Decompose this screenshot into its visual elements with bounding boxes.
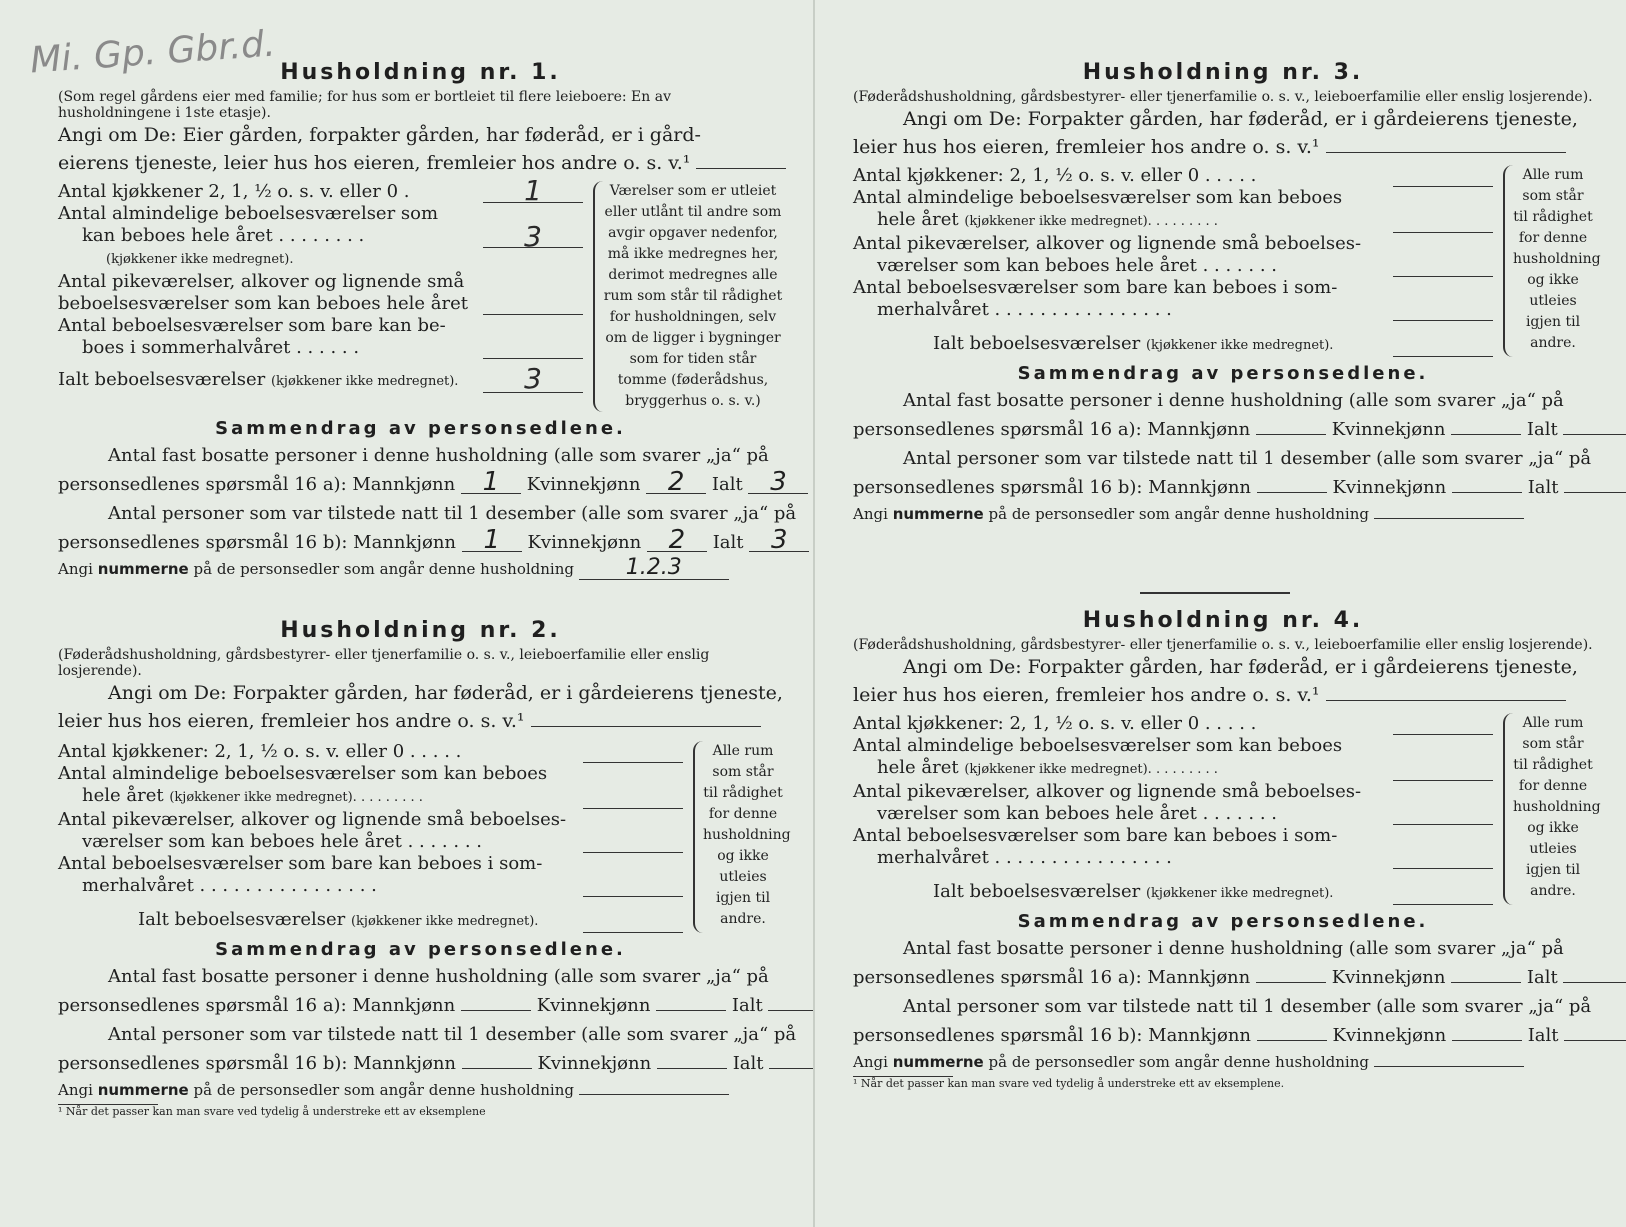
household-1-numbers-bold: nummerne — [97, 560, 189, 578]
household-1-numbers-value[interactable]: 1.2.3 — [579, 557, 729, 580]
household-2-small-rooms-label-b: værelser som kan beboes hele året . . . . . . . — [82, 831, 482, 852]
household-4-summer-rooms-value[interactable] — [1393, 868, 1493, 869]
household-1-side-note: Værelser som er utleiet eller utlånt til andre som avgir opgaver nedenfor, må ikke medregnes her, derimot medregnes alle rum som står til rådighet for husholdningen, selv om de ligger i bygninger som for tiden står tomme (føderådshus, bryggerhus o. s. v.) — [593, 181, 783, 412]
household-1-summer-rooms-value[interactable] — [483, 358, 583, 359]
marginal-scrawl: Mi. Gp. Gbr.d. — [28, 23, 277, 82]
household-1-note: (Som regel gårdens eier med familie; for hus som er bortleiet til flere leieboere: En av husholdningene i 1ste etasje). — [58, 89, 671, 121]
household-3-total-label-main: Ialt beboelsesværelser — [933, 333, 1141, 354]
household-2-s1-male[interactable] — [461, 1010, 531, 1011]
household-1-s2-line-b — [58, 525, 788, 557]
household-2-numbers-bold: nummerne — [97, 1081, 189, 1099]
household-1-summer-rooms-label-b: boes i sommerhalvåret . . . . . . — [82, 337, 360, 358]
household-4-kitchens-label: Antal kjøkkener: 2, 1, ½ o. s. v. eller 0 . . . . . — [853, 713, 1257, 734]
household-3-numbers-bold: nummerne — [892, 505, 984, 523]
household-3-numbers-post: på de personsedler som angår denne husholdning — [988, 505, 1369, 523]
household-3-title: Husholdning nr. 3. — [1082, 60, 1364, 85]
household-3-s1-total[interactable] — [1563, 434, 1626, 435]
household-4-s1-total[interactable] — [1563, 982, 1626, 983]
household-1-small-rooms-label-a: Antal pikeværelser, alkover og lignende små — [58, 271, 465, 292]
household-4-s2-female-label: Kvinnekjønn — [1332, 1025, 1447, 1046]
household-2-kitchens-row — [58, 741, 683, 763]
household-3-angi-line-2 — [853, 133, 1593, 161]
household-4-total-label — [853, 881, 1393, 905]
household-1-small-rooms-row — [58, 271, 583, 315]
household-4-numbers-pre: Angi — [853, 1053, 888, 1071]
household-1-kitchens-value[interactable]: 1 — [483, 181, 583, 203]
household-4-rooms-label-c: (kjøkkener ikke medregnet). . . . . . . . . — [964, 762, 1218, 777]
household-2-angi-blank[interactable] — [531, 726, 761, 727]
household-3-summer-rooms-value[interactable] — [1393, 320, 1493, 321]
household-3-s1-total-label: Ialt — [1526, 419, 1558, 440]
household-1-s2-male[interactable]: 1 — [462, 529, 522, 552]
household-3-small-rooms-row — [853, 233, 1493, 277]
household-3-s2-male[interactable] — [1257, 492, 1327, 493]
household-3-s2-line-a: Antal personer som var tilstede natt til 1 desember (alle som svarer „ja“ på — [903, 448, 1592, 469]
household-3-rooms-value[interactable] — [1393, 232, 1493, 233]
household-4-numbers-bold: nummerne — [892, 1053, 984, 1071]
household-2-title: Husholdning nr. 2. — [280, 618, 561, 643]
household-2-kitchens-value[interactable] — [583, 741, 683, 763]
household-4-rooms-label-b: hele året — [877, 757, 959, 778]
household-2 — [58, 618, 797, 1118]
household-4-s2-line-b — [853, 1021, 1593, 1050]
household-3-angi-line-1: Angi om De: Forpakter gården, har føderåd, er i gårdeierens tjeneste, — [903, 108, 1578, 130]
household-4-rooms — [853, 713, 1601, 905]
household-1-summer-rooms-label — [58, 315, 483, 359]
household-1-small-rooms-label-b: beboelsesværelser som kan beboes hele året — [58, 293, 468, 314]
household-4-kitchens-row — [853, 713, 1493, 735]
household-3-s2-female-label: Kvinnekjønn — [1332, 477, 1447, 498]
household-2-rooms-label-b: hele året — [82, 785, 164, 806]
household-3-small-rooms-value[interactable] — [1393, 276, 1493, 277]
household-2-total-label-main: Ialt beboelsesværelser — [138, 909, 346, 930]
household-1-rooms-label-c: (kjøkkener ikke medregnet). — [106, 252, 294, 267]
household-1-angi-blank[interactable] — [696, 168, 786, 169]
household-4-small-rooms-label-b: værelser som kan beboes hele året . . . . . . . — [877, 803, 1277, 824]
household-2-small-rooms-value[interactable] — [583, 852, 683, 853]
household-3-rooms-main — [853, 165, 1493, 357]
household-3-summary-title: Sammendrag av personsedlene. — [1017, 363, 1429, 384]
household-2-rooms-label-c: (kjøkkener ikke medregnet). . . . . . . . . — [169, 790, 423, 805]
household-1-summer-rooms-label-a: Antal beboelsesværelser som bare kan be- — [58, 315, 446, 336]
household-2-summer-rooms-label-a: Antal beboelsesværelser som bare kan beboes i som- — [58, 853, 543, 874]
household-2-summary-title: Sammendrag av personsedlene. — [215, 939, 626, 960]
household-1-angi-line-1: Angi om De: Eier gården, forpakter gården, har føderåd, er i gård- — [58, 124, 701, 146]
household-1-angi-text: eierens tjeneste, leier hus hos eieren, fremleier hos andre o. s. v.¹ — [58, 152, 691, 174]
household-2-angi-line-1: Angi om De: Forpakter gården, har føderåd, er i gårdeierens tjeneste, — [108, 682, 783, 704]
household-2-s2-line-b — [58, 1049, 783, 1078]
household-3-angi-text: leier hus hos eieren, fremleier hos andre o. s. v.¹ — [853, 136, 1320, 158]
household-1-rooms-label — [58, 203, 483, 271]
household-2-s1-female-label: Kvinnekjønn — [536, 995, 651, 1016]
household-1-rooms-main — [58, 174, 583, 412]
household-4-summer-rooms-label-a: Antal beboelsesværelser som bare kan beboes i som- — [853, 825, 1338, 846]
household-2-s2-female[interactable] — [657, 1068, 727, 1069]
household-4-total-value[interactable] — [1393, 881, 1493, 905]
household-3-rooms — [853, 165, 1601, 357]
household-1-summary-title: Sammendrag av personsedlene. — [215, 418, 626, 439]
household-1-s2-total-label: Ialt — [712, 532, 744, 553]
household-3-rooms-label-b: hele året — [877, 209, 959, 230]
household-1-s2-label: personsedlenes spørsmål 16 b): Mannkjønn — [58, 532, 457, 553]
household-1-s1-label: personsedlenes spørsmål 16 a): Mannkjønn — [58, 474, 456, 495]
household-4-small-rooms-label-a: Antal pikeværelser, alkover og lignende små beboelses- — [853, 781, 1362, 802]
household-3-s1-male[interactable] — [1256, 434, 1326, 435]
household-2-s1-label: personsedlenes spørsmål 16 a): Mannkjønn — [58, 995, 456, 1016]
household-1-s1-female-label: Kvinnekjønn — [526, 474, 641, 495]
household-2-numbers-post: på de personsedler som angår denne husholdning — [193, 1081, 574, 1099]
household-3-angi-blank[interactable] — [1326, 152, 1566, 153]
household-1-s1-female[interactable]: 2 — [646, 471, 706, 494]
household-1-rooms-row — [58, 203, 583, 271]
household-3-s1-female-label: Kvinnekjønn — [1331, 419, 1446, 440]
household-1-rooms-label-a: Antal almindelige beboelsesværelser som — [58, 203, 439, 224]
household-3-s2-total-label: Ialt — [1527, 477, 1559, 498]
household-4-rooms-row — [853, 735, 1493, 781]
household-2-total-label-small: (kjøkkener ikke medregnet). — [350, 914, 539, 929]
household-divider — [1140, 592, 1290, 594]
household-2-s2-label: personsedlenes spørsmål 16 b): Mannkjønn — [58, 1053, 457, 1074]
household-2-summer-rooms-label — [58, 853, 583, 897]
household-4-small-rooms-row — [853, 781, 1493, 825]
household-1-numbers-line — [58, 557, 783, 581]
household-2-s1-line-b — [58, 991, 783, 1020]
household-3-s1-female[interactable] — [1451, 434, 1521, 435]
household-3-summer-rooms-label-a: Antal beboelsesværelser som bare kan beboes i som- — [853, 277, 1338, 298]
household-3-total-value[interactable] — [1393, 333, 1493, 357]
household-2-numbers-pre: Angi — [58, 1081, 93, 1099]
household-1-total-label — [58, 369, 483, 393]
household-4-s1-female-label: Kvinnekjønn — [1331, 967, 1446, 988]
household-3-numbers-pre: Angi — [853, 505, 888, 523]
household-3-numbers-value[interactable] — [1374, 518, 1524, 519]
household-2-s2-female-label: Kvinnekjønn — [537, 1053, 652, 1074]
household-4-s2-male[interactable] — [1257, 1040, 1327, 1041]
household-4-s1-female[interactable] — [1451, 982, 1521, 983]
household-4-footnote: ¹ Når det passer kan man svare ved tydelig å understreke ett av eksemplene. — [853, 1077, 1285, 1090]
household-4-s2-line-a: Antal personer som var tilstede natt til 1 desember (alle som svarer „ja“ på — [903, 996, 1592, 1017]
household-2-rooms-label — [58, 763, 583, 809]
household-1-numbers-pre: Angi — [58, 560, 93, 578]
household-3-small-rooms-label-a: Antal pikeværelser, alkover og lignende små beboelses- — [853, 233, 1362, 254]
household-3 — [853, 60, 1601, 526]
household-4-angi-line-1: Angi om De: Forpakter gården, har føderåd, er i gårdeierens tjeneste, — [903, 656, 1578, 678]
household-2-s2-line-a: Antal personer som var tilstede natt til 1 desember (alle som svarer „ja“ på — [108, 1024, 797, 1045]
household-3-kitchens-label: Antal kjøkkener: 2, 1, ½ o. s. v. eller 0 . . . . . — [853, 165, 1257, 186]
household-1-rooms-value[interactable]: 3 — [483, 227, 583, 248]
household-2-numbers-value[interactable] — [579, 1094, 729, 1095]
household-4-s1-line-b — [853, 963, 1593, 992]
household-2-side-note: Alle rum som står til rådighet for denne husholdning og ikke utleies igjen til andre. — [693, 741, 783, 933]
household-1-s1-total-label: Ialt — [711, 474, 743, 495]
household-4-s2-total-label: Ialt — [1527, 1025, 1559, 1046]
household-4-rooms-value[interactable] — [1393, 780, 1493, 781]
household-2-total-value[interactable] — [583, 909, 683, 933]
household-2-small-rooms-row — [58, 809, 683, 853]
household-4-title: Husholdning nr. 4. — [1082, 608, 1364, 633]
household-2-kitchens-label: Antal kjøkkener: 2, 1, ½ o. s. v. eller 0 . . . . . — [58, 741, 462, 762]
household-3-small-rooms-label — [853, 233, 1393, 277]
household-1-rooms — [58, 174, 783, 412]
household-4-total-label-small: (kjøkkener ikke medregnet). — [1145, 886, 1334, 901]
household-2-small-rooms-label — [58, 809, 583, 853]
household-1-title: Husholdning nr. 1. — [280, 60, 561, 85]
household-2-total-label — [58, 909, 583, 933]
household-4-summer-rooms-label-b: merhalvåret . . . . . . . . . . . . . . . . — [877, 847, 1172, 868]
household-3-s2-female[interactable] — [1452, 492, 1522, 493]
household-4-numbers-value[interactable] — [1374, 1066, 1524, 1067]
household-2-s1-total-label: Ialt — [731, 995, 763, 1016]
household-3-summer-rooms-row — [853, 277, 1493, 321]
household-4-rooms-label — [853, 735, 1393, 781]
household-2-rooms — [58, 741, 791, 933]
household-3-s1-line-b — [853, 415, 1593, 444]
household-3-summer-rooms-label — [853, 277, 1393, 321]
household-4-total-row — [853, 881, 1493, 905]
household-1-kitchens-row — [58, 174, 583, 207]
household-1-angi-line-2 — [58, 149, 783, 177]
household-2-angi-line-2 — [58, 707, 783, 735]
household-4-small-rooms-label — [853, 781, 1393, 825]
household-1-s2-total[interactable]: 3 — [749, 529, 809, 552]
household-1-s2-female[interactable]: 2 — [647, 529, 707, 552]
household-2-footnote: ¹ Når det passer kan man svare ved tydelig å understreke ett av eksemplene — [58, 1105, 486, 1118]
household-4-numbers-line — [853, 1050, 1593, 1074]
household-2-rooms-row — [58, 763, 683, 809]
household-2-s2-male[interactable] — [462, 1068, 532, 1069]
household-3-rooms-label-a: Antal almindelige beboelsesværelser som kan beboes — [853, 187, 1343, 208]
household-4-rooms-label-a: Antal almindelige beboelsesværelser som kan beboes — [853, 735, 1343, 756]
household-3-side-note: Alle rum som står til rådighet for denne husholdning og ikke utleies igjen til andre. — [1503, 165, 1593, 357]
household-4-angi-line-2 — [853, 681, 1593, 709]
household-4-side-note: Alle rum som står til rådighet for denne husholdning og ikke utleies igjen til andre. — [1503, 713, 1593, 905]
household-1-total-label-small: (kjøkkener ikke medregnet). — [270, 374, 459, 389]
household-1-total-row — [58, 362, 583, 395]
household-4-summary-title: Sammendrag av personsedlene. — [1017, 911, 1429, 932]
household-4-total-label-main: Ialt beboelsesværelser — [933, 881, 1141, 902]
household-4-angi-text: leier hus hos eieren, fremleier hos andre o. s. v.¹ — [853, 684, 1320, 706]
household-1-small-rooms-value[interactable] — [483, 314, 583, 315]
household-3-total-label — [853, 333, 1393, 357]
household-3-s2-line-b — [853, 473, 1593, 502]
household-1-s1-male[interactable]: 1 — [461, 471, 521, 494]
household-2-rooms-value[interactable] — [583, 808, 683, 809]
household-2-s1-line-a: Antal fast bosatte personer i denne husholdning (alle som svarer „ja“ på — [108, 966, 769, 987]
household-4-s2-label: personsedlenes spørsmål 16 b): Mannkjønn — [853, 1025, 1252, 1046]
household-4-s1-male[interactable] — [1256, 982, 1326, 983]
household-1-s1-total[interactable]: 3 — [748, 471, 808, 494]
household-4-summer-rooms-row — [853, 825, 1493, 869]
household-1 — [58, 60, 797, 581]
household-2-note: (Føderådshusholdning, gårdsbestyrer- eller tjenerfamilie o. s. v., leieboerfamilie eller enslig losjerende). — [58, 647, 710, 679]
household-3-s2-total[interactable] — [1564, 492, 1626, 493]
household-2-s2-total-label: Ialt — [732, 1053, 764, 1074]
household-2-rooms-label-a: Antal almindelige beboelsesværelser som kan beboes — [58, 763, 548, 784]
household-3-kitchens-value[interactable] — [1393, 165, 1493, 187]
household-3-kitchens-row — [853, 165, 1493, 187]
household-3-s1-line-a: Antal fast bosatte personer i denne husholdning (alle som svarer „ja“ på — [903, 390, 1564, 411]
household-1-s2-female-label: Kvinnekjønn — [527, 532, 642, 553]
household-2-rooms-main — [58, 741, 683, 933]
household-3-rooms-row — [853, 187, 1493, 233]
household-4-numbers-post: på de personsedler som angår denne husholdning — [988, 1053, 1369, 1071]
household-4 — [853, 608, 1601, 1090]
household-2-numbers-line — [58, 1078, 783, 1102]
household-1-total-value[interactable]: 3 — [483, 369, 583, 393]
household-4-angi-blank[interactable] — [1326, 700, 1566, 701]
household-3-total-row — [853, 333, 1493, 357]
right-page — [813, 0, 1626, 1227]
household-4-note: (Føderådshusholdning, gårdsbestyrer- eller tjenerfamilie o. s. v., leieboerfamilie eller enslig losjerende). — [853, 637, 1593, 653]
household-2-summer-rooms-row — [58, 853, 683, 897]
household-3-small-rooms-label-b: værelser som kan beboes hele året . . . . . . . — [877, 255, 1277, 276]
household-1-s2-line-a: Antal personer som var tilstede natt til 1 desember (alle som svarer „ja“ på — [108, 503, 797, 524]
household-1-s1-line-a: Antal fast bosatte personer i denne husholdning (alle som svarer „ja“ på — [108, 445, 769, 466]
household-4-s2-total[interactable] — [1564, 1040, 1626, 1041]
household-1-s1-line-b — [58, 467, 787, 499]
household-1-kitchens-label: Antal kjøkkener 2, 1, ½ o. s. v. eller 0 . — [58, 181, 410, 202]
household-4-s1-line-a: Antal fast bosatte personer i denne husholdning (alle som svarer „ja“ på — [903, 938, 1564, 959]
household-2-small-rooms-label-a: Antal pikeværelser, alkover og lignende små beboelses- — [58, 809, 567, 830]
household-4-s1-total-label: Ialt — [1526, 967, 1558, 988]
household-4-summer-rooms-label — [853, 825, 1393, 869]
household-4-kitchens-value[interactable] — [1393, 713, 1493, 735]
household-3-summer-rooms-label-b: merhalvåret . . . . . . . . . . . . . . . . — [877, 299, 1172, 320]
household-2-angi-text: leier hus hos eieren, fremleier hos andre o. s. v.¹ — [58, 710, 525, 732]
household-2-total-row — [58, 909, 683, 933]
household-2-summer-rooms-value[interactable] — [583, 896, 683, 897]
household-4-s1-label: personsedlenes spørsmål 16 a): Mannkjønn — [853, 967, 1251, 988]
household-3-numbers-line — [853, 502, 1593, 526]
household-3-rooms-label — [853, 187, 1393, 233]
household-3-rooms-label-c: (kjøkkener ikke medregnet). . . . . . . . . — [964, 214, 1218, 229]
household-3-s1-label: personsedlenes spørsmål 16 a): Mannkjønn — [853, 419, 1251, 440]
household-4-small-rooms-value[interactable] — [1393, 824, 1493, 825]
household-4-s2-female[interactable] — [1452, 1040, 1522, 1041]
household-3-note: (Føderådshusholdning, gårdsbestyrer- eller tjenerfamilie o. s. v., leieboerfamilie eller enslig losjerende). — [853, 89, 1593, 105]
household-4-rooms-main — [853, 713, 1493, 905]
household-2-summer-rooms-label-b: merhalvåret . . . . . . . . . . . . . . . . — [82, 875, 377, 896]
household-2-s1-female[interactable] — [656, 1010, 726, 1011]
household-1-numbers-post: på de personsedler som angår denne husholdning — [193, 560, 574, 578]
household-1-rooms-label-b: kan beboes hele året . . . . . . . . — [82, 225, 365, 246]
household-3-total-label-small: (kjøkkener ikke medregnet). — [1145, 338, 1334, 353]
household-1-small-rooms-label — [58, 271, 483, 315]
household-1-total-label-main: Ialt beboelsesværelser — [58, 369, 266, 390]
household-3-s2-label: personsedlenes spørsmål 16 b): Mannkjønn — [853, 477, 1252, 498]
household-1-summer-rooms-row — [58, 315, 583, 359]
